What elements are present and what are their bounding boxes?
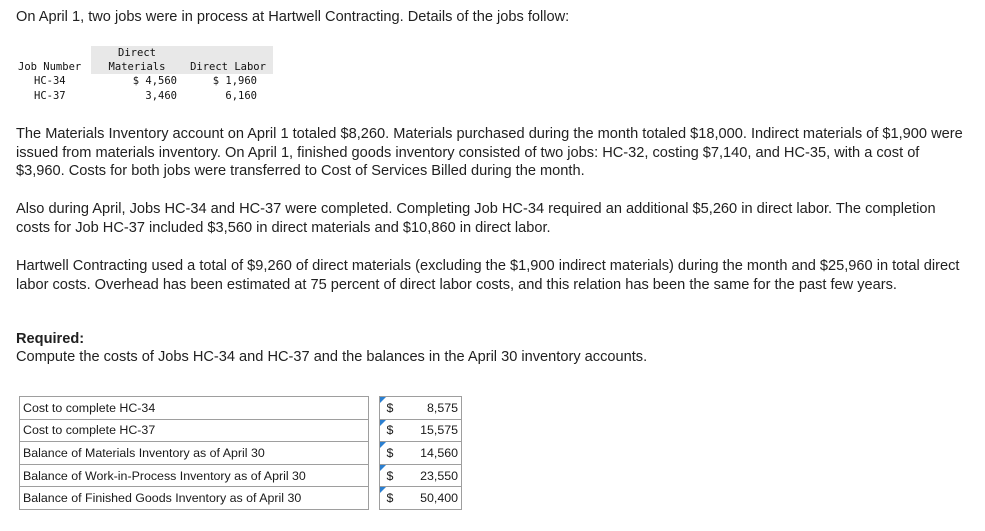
answer-input-hc34[interactable]: 8,575: [400, 397, 462, 420]
answer-input-hc37[interactable]: 15,575: [400, 419, 462, 442]
jobs-table: [16, 46, 273, 103]
usage-paragraph: Hartwell Contracting used a total of $9,260 of direct materials (excluding the $1,900 indirect materials) during the month and $25,960 in total direct labor costs. Overhead has been estimated at 75 percent of direct labor costs, and this relation has been the same for the past few years.: [16, 258, 960, 293]
currency-symbol: $: [380, 487, 401, 510]
intro-text: On April 1, two jobs were in process at Hartwell Contracting. Details of the jobs follow:: [16, 9, 570, 25]
answer-grid: [19, 396, 462, 510]
answer-label: Balance of Finished Goods Inventory as of April 30: [20, 487, 369, 510]
answer-row: [20, 442, 462, 465]
answer-input-materials-inventory[interactable]: 14,560: [400, 442, 462, 465]
answer-input-wip-inventory[interactable]: 23,550: [400, 464, 462, 487]
table-row: [16, 89, 273, 104]
table-row: [16, 74, 273, 89]
required-label: Required:: [16, 331, 85, 347]
answer-input-finished-goods[interactable]: 50,400: [400, 487, 462, 510]
answer-row: [20, 397, 462, 420]
answer-row: [20, 464, 462, 487]
completion-paragraph: Also during April, Jobs HC-34 and HC-37 were completed. Completing Job HC-34 required an additional $5,260 in direct labor. The completion costs for Job HC-37 included $3,560 in direct materials and $10,860 in direct labor.: [16, 201, 936, 236]
job-cell: HC-37: [34, 89, 66, 102]
labor-cell: $ 1,960: [212, 75, 257, 87]
header-direct-materials-line1: Direct: [118, 47, 156, 59]
job-cell: HC-34: [34, 75, 66, 87]
answer-label: Balance of Materials Inventory as of April 30: [20, 442, 369, 465]
materials-paragraph: The Materials Inventory account on April 1 totaled $8,260. Materials purchased during the month totaled $18,000. Indirect materials of $1,900 were issued from materials inventory. On April 1, finished goods inventory consisted of two jobs: HC-32, costing $7,140, and HC-35, with a cost of $3,960. Costs for both jobs were transferred to Cost of Services Billed during the month.: [16, 126, 963, 179]
currency-symbol: $: [380, 397, 401, 420]
header-direct-labor: Direct Labor: [183, 46, 273, 74]
required-text: Compute the costs of Jobs HC-34 and HC-37 and the balances in the April 30 inventory accounts.: [16, 349, 648, 365]
currency-symbol: $: [380, 464, 401, 487]
labor-cell: 6,160: [225, 89, 257, 102]
currency-symbol: $: [380, 442, 401, 465]
header-direct-materials: [91, 46, 183, 74]
answer-label: Cost to complete HC-37: [20, 419, 369, 442]
materials-cell: $ 4,560: [132, 75, 177, 87]
answer-label: Balance of Work-in-Process Inventory as of April 30: [20, 464, 369, 487]
materials-cell: 3,460: [145, 89, 177, 102]
answer-row: [20, 487, 462, 510]
jobs-table-header: [16, 46, 273, 74]
header-job-number: Job Number: [18, 61, 82, 73]
answer-label: Cost to complete HC-34: [20, 397, 369, 420]
currency-symbol: $: [380, 419, 401, 442]
header-direct-materials-line2: Materials: [108, 61, 166, 73]
answer-row: [20, 419, 462, 442]
